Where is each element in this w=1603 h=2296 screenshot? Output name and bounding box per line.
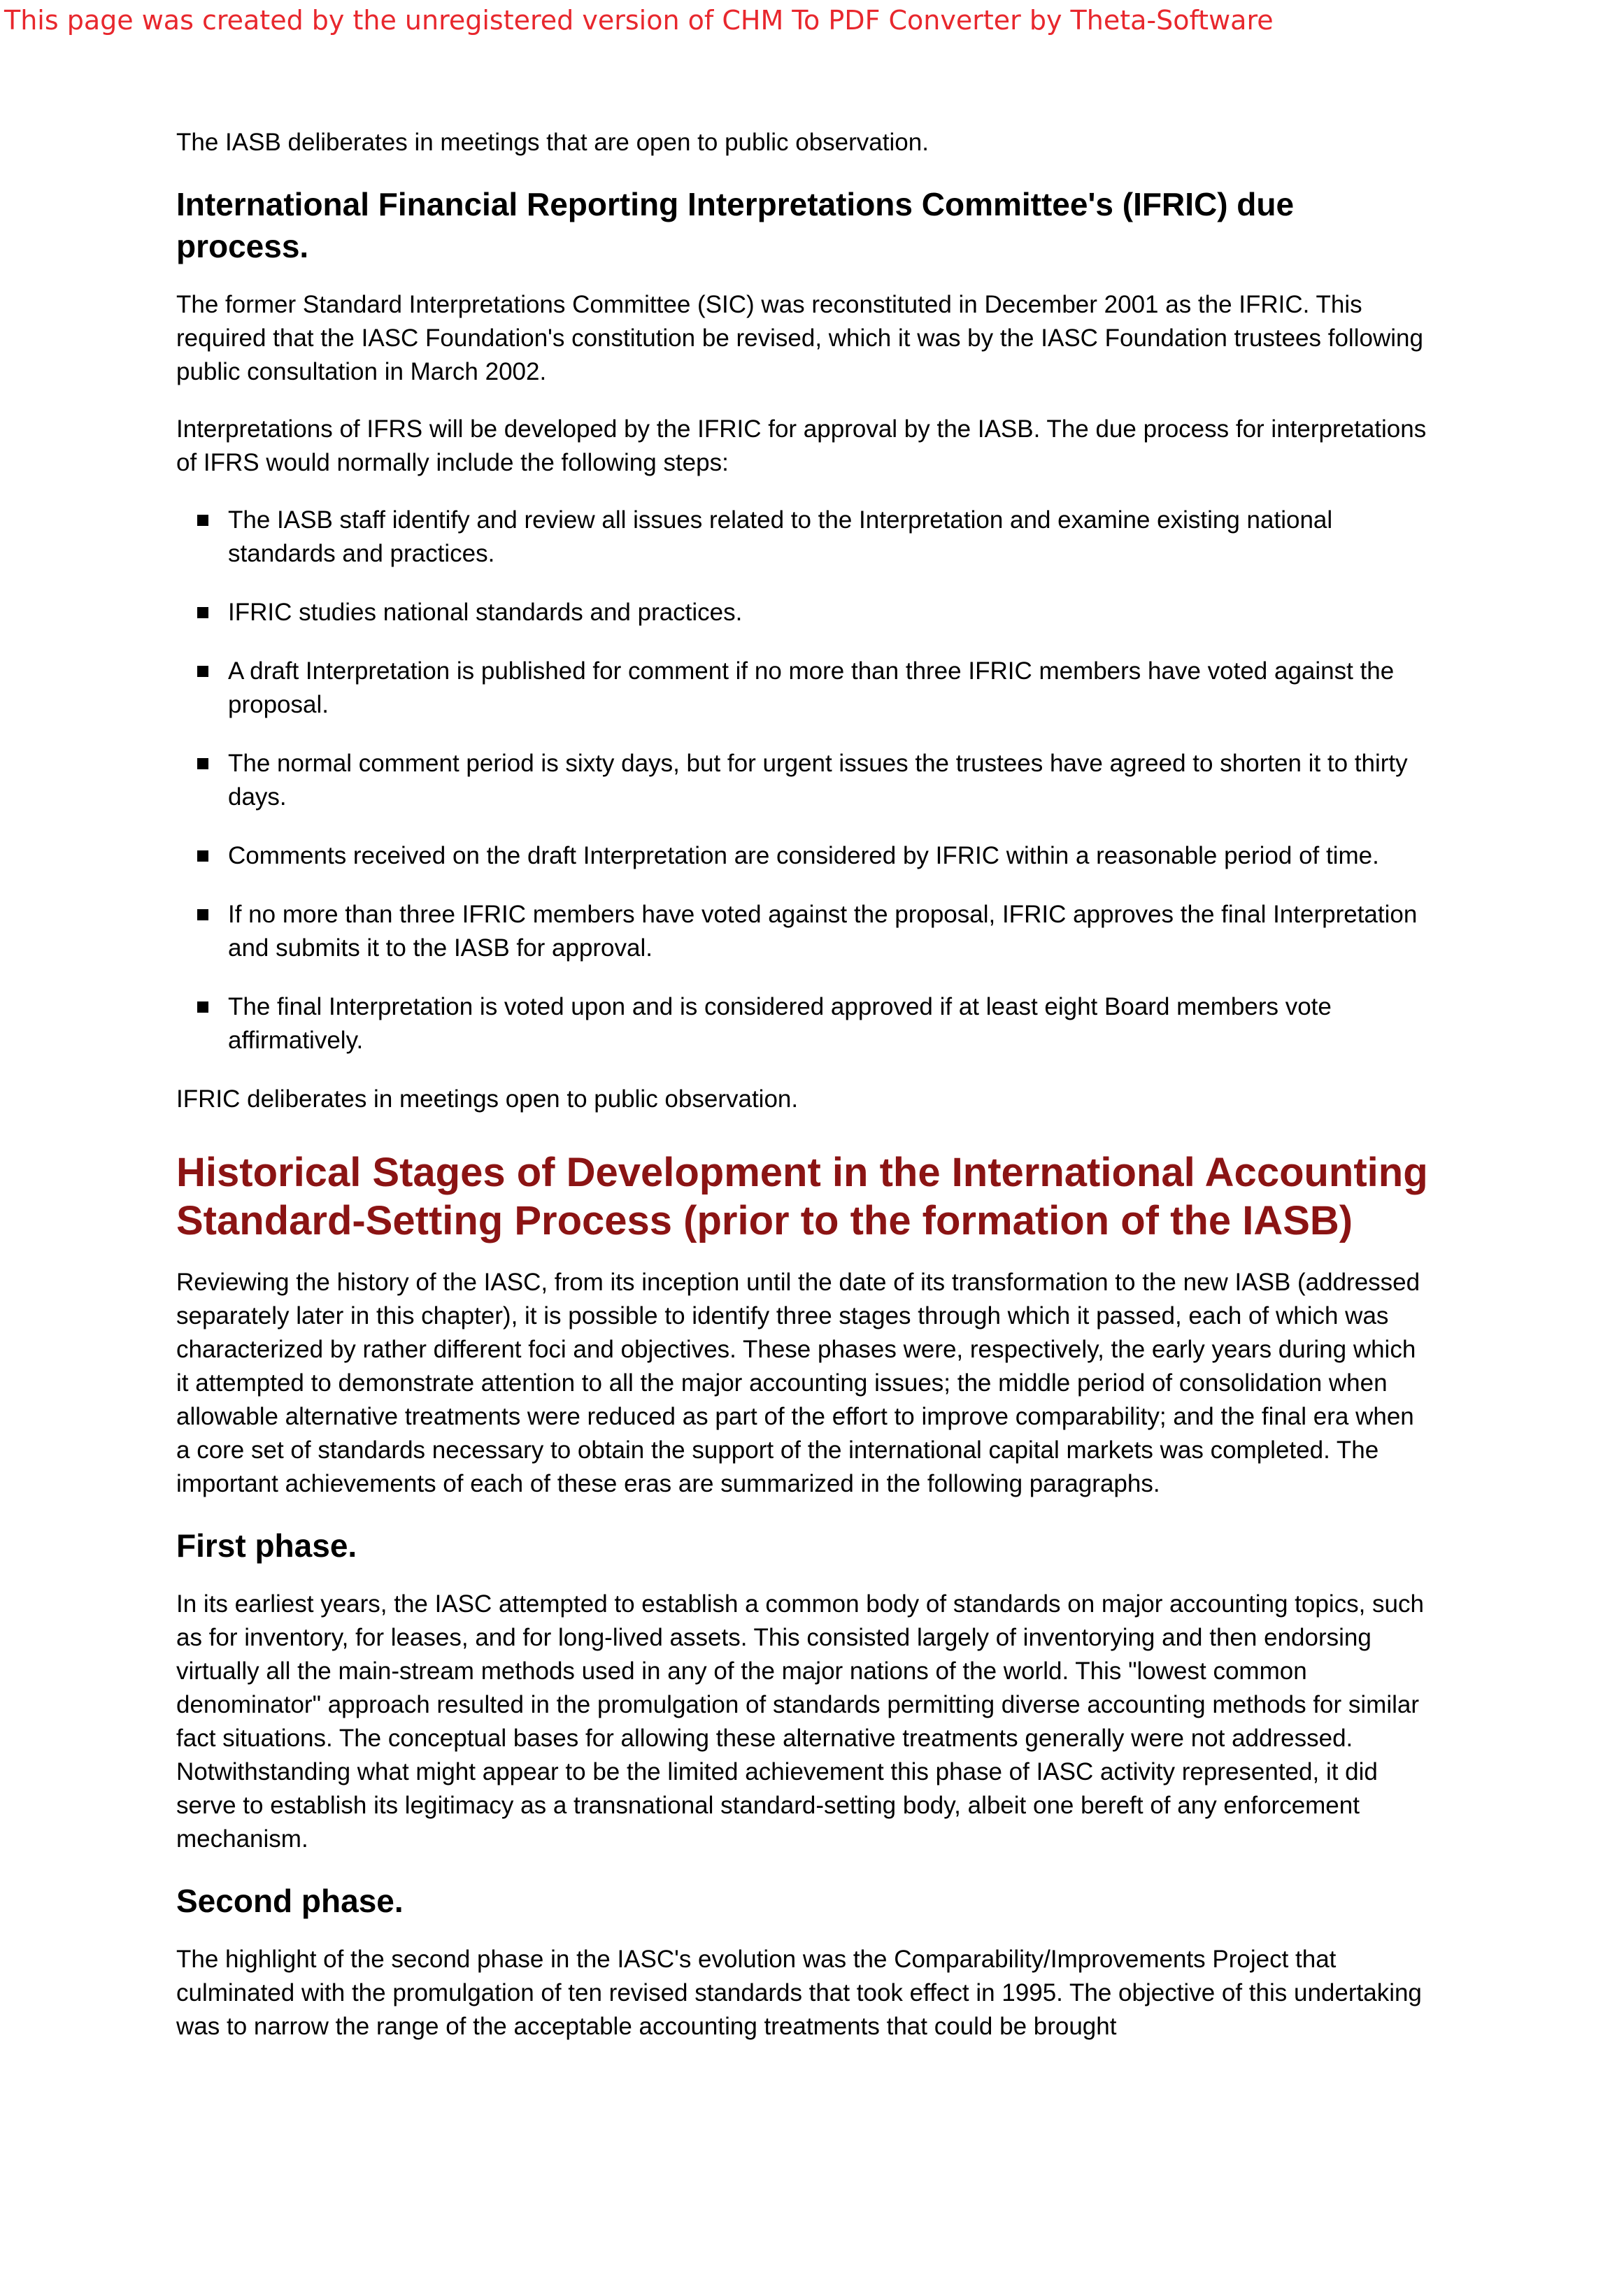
ifric-due-process-heading: International Financial Reporting Interpretations Committee's (IFRIC) due process. (176, 186, 1295, 264)
list-item-text: A draft Interpretation is published for comment if no more than three IFRIC members have voted against the proposal. (228, 657, 1395, 718)
square-bullet-icon (197, 758, 208, 769)
history-paragraph: Reviewing the history of the IASC, from its inception until the date of its transformation to the new IASB (addressed separately later in this chapter), it is possible to identify three stages through which it passed, each of which was characterized by rather different foci and objectives. These phases were, respectively, the early years during which it attempted to demonstrate attention to all the major accounting issues; the middle period of consolidation when allowable alternative treatments were reduced as part of the effort to improve comparability; and the final era when a core set of standards necessary to obtain the support of the international capital markets was completed. The important achievements of each of these eras are summarized in the following paragraphs. (176, 1269, 1420, 1497)
ifric-paragraph-2: Interpretations of IFRS will be developed by the IFRIC for approval by the IASB. The due process for interpretations of IFRS would normally include the following steps: (176, 415, 1427, 476)
intro-paragraph: The IASB deliberates in meetings that are open to public observation. (176, 129, 929, 156)
list-item-text: The final Interpretation is voted upon and is considered approved if at least eight Board members vote affirmatively. (228, 993, 1332, 1054)
historical-stages-heading: Historical Stages of Development in the International Accounting Standard-Setting Process (prior to the formation of the IASB) (176, 1150, 1428, 1243)
second-phase-heading: Second phase. (176, 1883, 404, 1919)
square-bullet-icon (197, 1001, 208, 1013)
list-item-text: The normal comment period is sixty days, but for urgent issues the trustees have agreed to shorten it to thirty days. (228, 750, 1408, 811)
second-phase-paragraph: The highlight of the second phase in the IASC's evolution was the Comparability/Improvements Project that culminated with the promulgation of ten revised standards that took effect in 1995. The objective of this undertaking was to narrow the range of the acceptable accounting treatments that could be brought (176, 1946, 1422, 2040)
list-item-text: If no more than three IFRIC members have voted against the proposal, IFRIC approves the final Interpretation and submits it to the IASB for approval. (228, 901, 1418, 962)
square-bullet-icon (197, 666, 208, 677)
list-item (176, 655, 1428, 722)
list-item-text: The IASB staff identify and review all issues related to the Interpretation and examine existing national standards and practices. (228, 506, 1333, 567)
list-item-text: Comments received on the draft Interpretation are considered by IFRIC within a reasonable period of time. (228, 842, 1379, 869)
converter-watermark: This page was created by the unregistered version of CHM To PDF Converter by Theta-Software (4, 5, 1274, 36)
square-bullet-icon (197, 909, 208, 920)
ifric-closing-paragraph: IFRIC deliberates in meetings open to public observation. (176, 1085, 799, 1113)
list-item-text: IFRIC studies national standards and practices. (228, 599, 743, 626)
square-bullet-icon (197, 515, 208, 526)
page-content (176, 126, 1428, 2067)
list-item (176, 990, 1428, 1057)
square-bullet-icon (197, 607, 208, 618)
list-item (176, 839, 1428, 873)
list-item (176, 504, 1428, 571)
first-phase-heading: First phase. (176, 1527, 357, 1564)
list-item (176, 898, 1428, 965)
list-item (176, 596, 1428, 629)
list-item (176, 747, 1428, 814)
square-bullet-icon (197, 850, 208, 862)
due-process-steps-list (176, 504, 1428, 1057)
first-phase-paragraph: In its earliest years, the IASC attempted to establish a common body of standards on major accounting topics, such as for inventory, for leases, and for long-lived assets. This consisted largely of inventorying and then endorsing virtually all the main-stream methods used in any of the major nations of the world. This "lowest common denominator" approach resulted in the promulgation of standards permitting diverse accounting methods for similar fact situations. The conceptual bases for allowing these alternative treatments generally were not addressed. Notwithstanding what might appear to be the limited achievement this phase of IASC activity represented, it did serve to establish its legitimacy as a transnational standard-setting body, albeit one bereft of any enforcement mechanism. (176, 1590, 1424, 1853)
ifric-paragraph-1: The former Standard Interpretations Committee (SIC) was reconstituted in December 2001 as the IFRIC. This required that the IASC Foundation's constitution be revised, which it was by the IASC Foundation trustees following public consultation in March 2002. (176, 291, 1423, 385)
